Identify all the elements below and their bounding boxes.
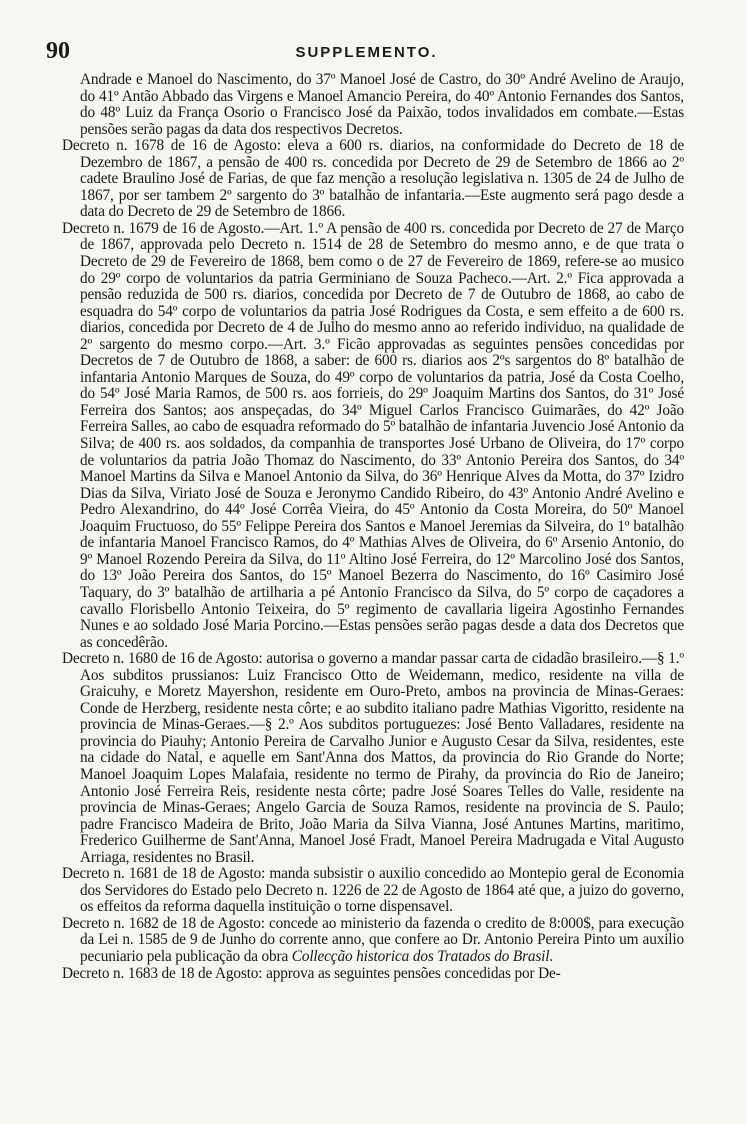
page-number: 90	[46, 38, 70, 64]
decree-1682-text: Decreto n. 1682 de 18 de Agosto: concede ao ministerio da fazenda o credito de 8:000$, para execução da Lei n. 1585 de 9 de Junho do corrente anno, que confere ao Dr. Antonio Pereira Pinto um auxilio pecuniario pela publicação da obra	[62, 914, 684, 965]
body-text	[62, 72, 684, 982]
running-title: SUPPLEMENTO.	[295, 44, 438, 61]
decree-1681: Decreto n. 1681 de 18 de Agosto: manda subsistir o auxilio concedido ao Montepio geral de Economia dos Servidores do Estado pelo Decreto n. 1226 de 22 de Agosto de 1864 até que, a juizo do governo, os effeitos da reforma daquella instituição o torne dispensavel.	[62, 865, 684, 916]
entry-continuation: Andrade e Manoel do Nascimento, do 37º Manoel José de Castro, do 30º André Avelino de Araujo, do 41º Antão Abbado das Virgens e Manoel Amancio Pereira, do 40º Antonio Fernandes dos Santos, do 48º Luiz da França Osorio o Francisco José da Paixão, todos invalidados em combate.—Estas pensões serão pagas da data dos respectivos Decretos.	[80, 71, 684, 138]
decree-1680: Decreto n. 1680 de 16 de Agosto: autorisa o governo a mandar passar carta de cidadão brasileiro.—§ 1.º Aos subditos prussianos: Luiz Francisco Otto de Weidemann, medico, residente na villa de Graicuhy, e Moretz Mayershon, residente em Ouro-Preto, ambos na provincia de Minas-Geraes: Conde de Herzberg, residente nesta côrte; e ao subdito italiano padre Mathias Vigoritto, residente na provincia de Minas-Geraes.—§ 2.º Aos subditos portuguezes: José Bento Valladares, residente na provincia do Piauhy; Antonio Pereira de Carvalho Junior e Augusto Cesar da Silva, residentes, este na cidade do Natal, e aquelle em Sant'Anna dos Mattos, da provincia do Rio Grande do Norte; Manoel Joaquim Lopes Malafaia, residente no termo de Pirahy, da provincia do Rio de Janeiro; Antonio José Ferreira Reis, residente nesta côrte; padre José Soares Telles do Valle, residente na provincia de Minas-Geraes; Angelo Garcia de Souza Ramos, residente na provincia de S. Paulo; padre Francisco Madeira de Brito, João Maria da Silva Vianna, José Antunes Martins, maritimo, Frederico Guilherme de Sant'Anna, Manoel José Fradt, Manoel Pereira Madrugada e Vital Augusto Arriaga, residentes no Brasil.	[62, 650, 684, 866]
decree-1682	[62, 916, 684, 966]
page-header	[46, 38, 687, 68]
decree-1679: Decreto n. 1679 de 16 de Agosto.—Art. 1.º A pensão de 400 rs. concedida por Decreto de 27 de Março de 1867, approvada pelo Decreto n. 1514 de 28 de Setembro do mesmo anno, e de que trata o Decreto de 29 de Fevereiro de 1868, bem como o de 27 de Fevereiro de 1869, refere-se ao musico do 29º corpo de voluntarios da patria Germiniano de Souza Pacheco.—Art. 2.º Fica approvada a pensão reduzida de 500 rs. diarios, concedida por Decreto de 7 de Outubro de 1868, ao cabo de esquadra do 54º corpo de voluntarios da patria José Rodrigues da Costa, e sem effeito a de 600 rs. diarios, concedida por Decreto de 4 de Julho do mesmo anno ao referido individuo, na qualidade de 2º sargento do mesmo corpo.—Art. 3.º Ficão approvadas as seguintes pensões concedidas por Decretos de 7 de Outubro de 1868, a saber: de 600 rs. diarios aos 2ºs sargentos do 8º batalhão de infantaria Antonio Marques de Souza, do 49º corpo de voluntarios da patria, José da Costa Coelho, do 54º José Maria Ramos, de 500 rs. aos forrieis, do 29º Joaquim Martins dos Santos, do 31º José Ferreira dos Santos; aos anspeçadas, do 34º Miguel Carlos Francisco Guimarães, do 42º João Ferreira Salles, ao cabo de esquadra reformado do 5º batalhão de infantaria Juvencio José Antonio da Silva; de 400 rs. aos soldados, da companhia de transportes José Urbano de Oliveira, do 17º corpo de voluntarios da patria João Thomaz do Nascimento, do 33º Antonio Pereira dos Santos, do 34º Manoel Martins da Silva e Manoel Antonio da Silva, do 36º Henrique Alves da Motta, do 37º Izidro Dias da Silva, Viriato José de Souza e Jeronymo Candido Ribeiro, do 43º Antonio André Avelino e Pedro Alexandrino, do 44º José Corrêa Vieira, do 45º Antonio da Costa Moreira, do 50º Manoel Joaquim Fructuoso, do 55º Felippe Pereira dos Santos e Manoel Jeremias da Silveira, do 1º batalhão de infantaria Manoel Francisco Ramos, do 4º Mathias Alves de Oliveira, do 6º Arsenio Antonio, do 9º Manoel Rozendo Pereira da Silva, do 11º Altino José Ferreira, do 12º Marcolino José dos Santos, do 13º João Pereira dos Santos, do 15º Manoel Bezerra do Nascimento, do 16º Casimiro José Taquary, do 3º batalhão de artilharia a pé Antonio Francisco da Silva, do 5º corpo de caçadores a cavallo Florisbello Antonio Teixeira, do 5º regimento de cavallaria ligeira Agostinho Fernandes Nunes e ao soldado José Maria Porcino.—Estas pensões serão pagas desde a data dos Decretos que as concedêrão.	[62, 219, 684, 651]
decree-1682-book-title: Collecção historica dos Tratados do Brasil	[291, 947, 550, 965]
decree-1678: Decreto n. 1678 de 16 de Agosto: eleva a 600 rs. diarios, na conformidade do Decreto de 18 de Dezembro de 1867, a pensão de 400 rs. concedida por Decreto de 29 de Setembro de 1866 ao 2º cadete Braulino José de Farias, de que faz menção a resolução legislativa n. 1305 de 24 de Julho de 1867, por ser tambem 2º sargento do 3º batalhão de infantaria.—Este augmento será pago desde a data do Decreto de 29 de Setembro de 1866.	[62, 137, 684, 221]
decree-1683: Decreto n. 1683 de 18 de Agosto: approva as seguintes pensões concedidas por De-	[62, 964, 561, 982]
decree-1682-end: .	[549, 947, 554, 965]
